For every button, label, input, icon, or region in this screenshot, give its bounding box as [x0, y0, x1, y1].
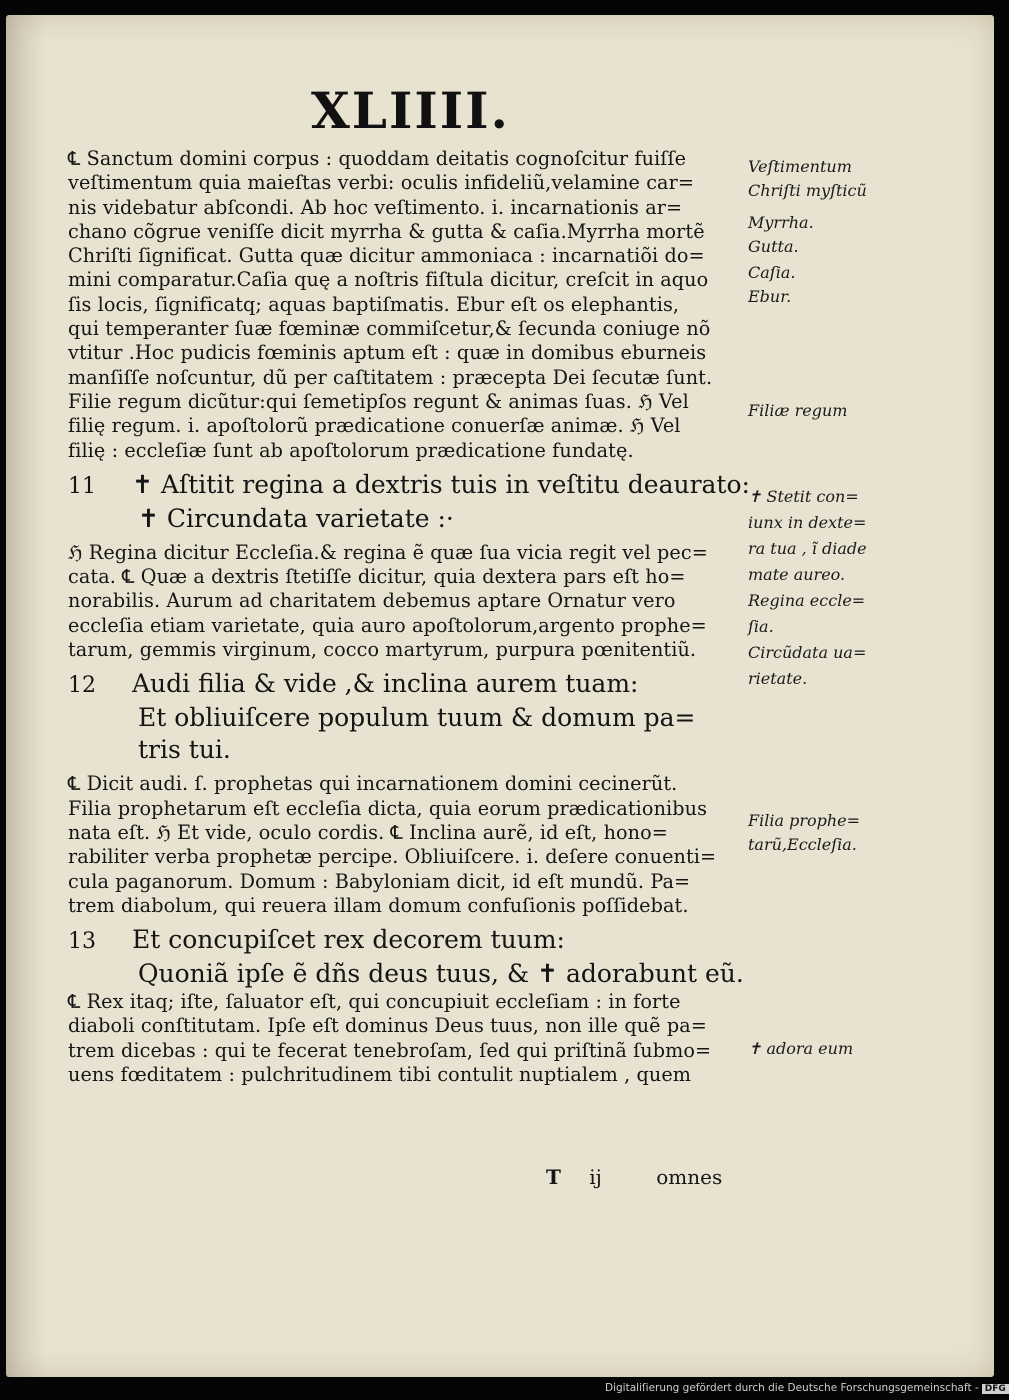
text-line: filię regum. i. apoſtolorũ prædicatione conuerſæ animæ. ℌ Vel [68, 414, 681, 438]
text-line: rabiliter verba prophetæ percipe. Obliuiſcere. i. deſere conuenti= [68, 845, 717, 869]
text-line: cata. ℄ Quæ a dextris ſtetiſſe dicitur, quia dextera pars eſt ho= [68, 565, 686, 589]
margin-note: ra tua , ĩ diade [748, 539, 867, 558]
digitization-credit [605, 1382, 1009, 1394]
verse-text: Audi filia & vide ,& inclina aurem tuam: [132, 669, 639, 699]
text-line: veſtimentum quia maieſtas verbi: oculis infideliũ,velamine car= [68, 171, 695, 195]
verse-11 [68, 469, 748, 535]
text-line: eccleſia etiam varietate, quia auro apoſtolorum,argento prophe= [68, 613, 707, 637]
margin-note: Myrrha. [748, 213, 814, 232]
text-line: diaboli conſtitutam. Ipſe eſt dominus Deus tuus, non ille quẽ pa= [68, 1014, 707, 1038]
page-footer [546, 1165, 722, 1189]
text-line: vtitur .Hoc pudicis fœminis aptum eſt : quæ in domibus eburneis [68, 341, 707, 365]
verse-text: Et obliuiſcere populum tuum & domum pa= [138, 703, 696, 733]
main-text-column [68, 147, 748, 1087]
margin-note: ✝ adora eum [748, 1039, 854, 1058]
folio-number: XLIIII. [311, 81, 510, 140]
verse-12 [68, 668, 748, 766]
text-line: trem diabolum, qui reuera illam domum confuſionis poſſidebat. [68, 893, 689, 917]
commentary-block-1 [68, 147, 748, 463]
text-line: Chriſti ſignificat. Gutta quæ dicitur ammoniaca : incarnatiõi do= [68, 244, 705, 268]
text-line: ℄ Sanctum domini corpus : quoddam deitatis cognoſcitur fuiſſe [68, 147, 687, 170]
text-line: manſiſſe noſcuntur, dũ per caſtitatem : præcepta Dei ſecutæ ſunt. [68, 365, 713, 389]
margin-note: Regina eccle= [748, 591, 866, 610]
margin-note: Ebur. [748, 287, 792, 306]
book-page [6, 15, 994, 1377]
text-line: ℌ Regina dicitur Eccleſia.& regina ẽ quæ ſua vicia regit vel pec= [68, 540, 708, 564]
margin-note: mate aureo. [748, 565, 846, 584]
dfg-logo: DFG [982, 1384, 1009, 1394]
leaf-number: ij [589, 1165, 602, 1189]
margin-note: Gutta. [748, 237, 799, 256]
text-line: Filie regum dicũtur:qui ſemetipſos regunt & animas ſuas. ℌ Vel [68, 389, 689, 413]
verse-13 [68, 924, 748, 990]
margin-note: ✝ Stetit con= [748, 487, 859, 506]
text-line: uens fœditatem : pulchritudinem tibi contulit nuptialem , quem [68, 1063, 692, 1087]
commentary-block-2 [68, 541, 748, 662]
margin-note: ſia. [748, 617, 774, 636]
margin-note: Filia prophe= [748, 811, 861, 830]
text-line: filię : eccleſiæ ſunt ab apoſtolorum prædicatione fundatę. [68, 438, 634, 462]
verse-number: 12 [68, 673, 96, 699]
margin-note: iunx in dexte= [748, 513, 867, 532]
text-line: cula paganorum. Domum : Babyloniam dicit, id eſt mundũ. Pa= [68, 869, 691, 893]
margin-note: Caſia. [748, 263, 796, 282]
signature-mark: T [546, 1165, 561, 1189]
text-line: tarum, gemmis virginum, cocco martyrum, purpura pœnitentiũ. [68, 638, 697, 662]
verse-number: 11 [68, 473, 96, 499]
text-line: Filia prophetarum eſt eccleſia dicta, quia eorum prædicationibus [68, 796, 708, 820]
margin-note: Filiæ regum [748, 401, 848, 420]
verse-text: ✝ Circundata varietate :· [138, 503, 454, 533]
text-line: nata eſt. ℌ Et vide, oculo cordis. ℄ Inclina aurẽ, id eſt, hono= [68, 820, 668, 844]
margin-note: tarũ,Eccleſia. [748, 835, 857, 854]
verse-text: ✝ Aſtitit regina a dextris tuis in veſtitu deaurato: [132, 469, 750, 499]
margin-note: rietate. [748, 669, 808, 688]
text-line: ſis locis, ſignificatq; aquas baptiſmatis. Ebur eſt os elephantis, [68, 292, 680, 316]
text-line: qui temperanter ſuæ fœminæ commiſcetur,& ſecunda coniuge nõ [68, 317, 711, 341]
margin-note: Circũdata ua= [748, 643, 867, 662]
margin-note: Veſtimentum [748, 157, 852, 176]
text-line: mini comparatur.Caſia quę a noſtris fiſtula dicitur, creſcit in aquo [68, 268, 709, 292]
text-line: nis videbatur abſcondi. Ab hoc veſtimento. i. incarnationis ar= [68, 195, 683, 219]
credit-text: Digitaliſierung gefördert durch die Deutsche Forschungsgemeinschaft - [605, 1382, 979, 1394]
text-line: chano cõgrue veniſſe dicit myrrha & gutta & caſia.Myrrha mortẽ [68, 219, 705, 243]
commentary-block-4 [68, 990, 748, 1087]
text-line: trem dicebas : qui te fecerat tenebroſam, ſed qui priſtinã ſubmo= [68, 1038, 712, 1062]
verse-text: Et concupiſcet rex decorem tuum: [132, 925, 565, 955]
text-line: ℄ Dicit audi. ſ. prophetas qui incarnationem domini cecinerũt. [68, 772, 678, 796]
verse-text: Quoniã ipſe ẽ dñs deus tuus, & ✝ adorabunt eũ. [138, 959, 744, 989]
verse-number: 13 [68, 929, 96, 955]
text-line: ℄ Rex itaq; iſte, ſaluator eſt, qui concupiuit eccleſiam : in forte [68, 990, 681, 1014]
margin-note: Chriſti myſticũ [748, 181, 867, 200]
catchword: omnes [656, 1165, 723, 1189]
commentary-block-3 [68, 772, 748, 918]
verse-text: tris tui. [138, 735, 231, 765]
text-line: norabilis. Aurum ad charitatem debemus aptare Ornatur vero [68, 589, 676, 613]
